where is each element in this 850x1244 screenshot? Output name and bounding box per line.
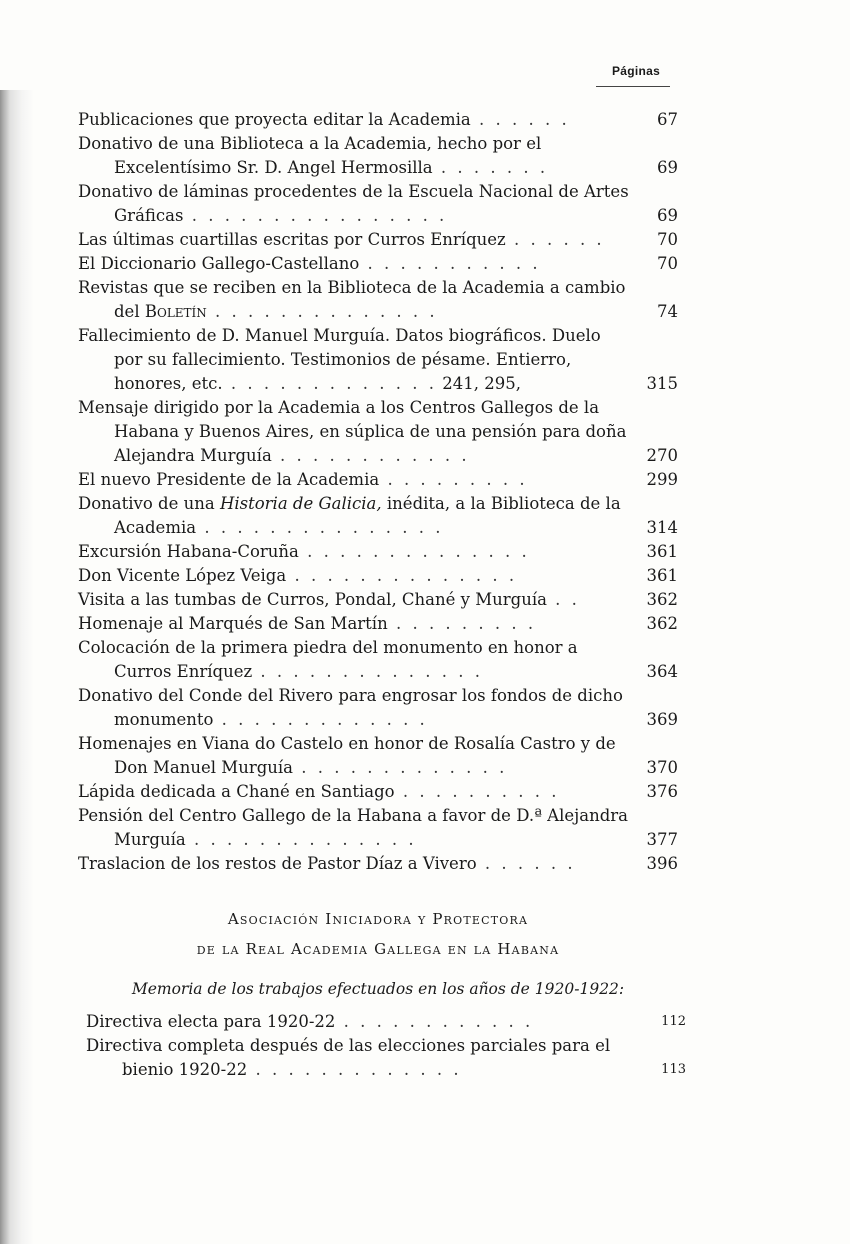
page-edge-shadow: [0, 90, 34, 1244]
toc-entry: [78, 780, 678, 804]
entry-title-italic: Historia de Galicia,: [219, 494, 382, 513]
entry-extra-pages: 241, 295,: [442, 374, 521, 393]
dot-leader: . . . . . . . . . . . . . .: [286, 566, 518, 585]
entry-title: Pensión del Centro Gallego de la Habana a favor de D.ª Alejandra Murguía: [78, 806, 628, 849]
entry-title: El nuevo Presidente de la Academia: [78, 470, 380, 489]
entry-title-smallcaps: Boletín: [144, 302, 207, 321]
entry-title: Donativo de una: [78, 494, 215, 513]
entry-page: 270: [646, 446, 678, 465]
entry-page: 69: [657, 206, 678, 225]
entry-title-after: inédita, a la Biblioteca de la Academia: [114, 494, 621, 537]
section-heading-line2: de la Real Academia Gallega en la Habana: [196, 940, 560, 958]
dot-leader: . . . . . . . . . . . . . .: [252, 662, 484, 681]
entry-page: 113: [661, 1062, 686, 1077]
dot-leader: . . . . . . . . .: [387, 614, 537, 633]
toc-entry: [78, 636, 678, 684]
toc-entry: [86, 1034, 686, 1082]
dot-leader: . . . . . . . . . . . . .: [213, 710, 428, 729]
entry-title: Excursión Habana-Coruña: [78, 542, 299, 561]
entry-page: 70: [657, 230, 678, 249]
entry-title: Colocación de la primera piedra del monumento en honor a Curros Enríquez: [78, 638, 578, 681]
toc-entry: [78, 492, 678, 540]
entry-page: 370: [646, 758, 678, 777]
paginas-header: Páginas: [611, 64, 661, 78]
entry-title: Don Vicente López Veiga: [78, 566, 287, 585]
entry-page: 361: [646, 542, 678, 561]
entry-title: Donativo del Conde del Rivero para engrosar los fondos de dicho monumento: [78, 686, 623, 729]
entry-title: Donativo de una Biblioteca a la Academia, hecho por el Excelentísimo Sr. D. Angel Hermosilla: [78, 134, 542, 177]
dot-leader: . . . . . . . . . . . .: [271, 446, 470, 465]
toc-entry: [78, 468, 678, 492]
toc-entry: [86, 1010, 686, 1034]
toc-entry: [78, 180, 678, 228]
toc-entry: [78, 252, 678, 276]
toc-entry: [78, 132, 678, 180]
entry-page: 361: [646, 566, 678, 585]
entry-title: Mensaje dirigido por la Academia a los Centros Gallegos de la Habana y Buenos Aires, en súplica de una pensión para doña Alejandra Murguía: [78, 398, 627, 465]
toc-entry: [78, 276, 678, 324]
entry-title: Homenajes en Viana do Castelo en honor de Rosalía Castro y de Don Manuel Murguía: [78, 734, 616, 777]
dot-leader: . . . . . . . . . . . . . .: [206, 302, 438, 321]
entry-title: El Diccionario Gallego-Castellano: [78, 254, 360, 273]
toc-entry: [78, 612, 678, 636]
dot-leader: . . . . . .: [470, 110, 570, 129]
entry-page: 67: [657, 110, 678, 129]
dot-leader: . .: [546, 590, 580, 609]
entry-title: Las últimas cuartillas escritas por Curros Enríquez: [78, 230, 506, 249]
entry-page: 362: [646, 614, 678, 633]
entry-page: 315: [646, 374, 678, 393]
toc-entry: [78, 804, 678, 852]
dot-leader: . . . . . . . . . . . .: [335, 1012, 534, 1031]
dot-leader: . . . . . . . . . . .: [359, 254, 541, 273]
entry-page: 69: [657, 158, 678, 177]
entry-page: 364: [646, 662, 678, 681]
entry-title: Traslacion de los restos de Pastor Díaz a Vivero: [78, 854, 477, 873]
entry-page: 369: [646, 710, 678, 729]
dot-leader: . . . . . . . . . . . . . .: [298, 542, 530, 561]
dot-leader: . . . . . . . . . . . . .: [222, 374, 437, 393]
toc-entry: [78, 852, 678, 876]
toc-entry: [78, 396, 678, 468]
dot-leader: . . . . . . .: [432, 158, 549, 177]
toc-entry: [78, 684, 678, 732]
dot-leader: . . . . . .: [505, 230, 605, 249]
toc-entry: [78, 228, 678, 252]
dot-leader: . . . . . . . . . . . . . . . .: [183, 206, 448, 225]
toc-entry: [78, 732, 678, 780]
header-rule: [596, 86, 670, 87]
entry-title: Revistas que se reciben en la Biblioteca de la Academia a cambio del: [78, 278, 626, 321]
section-heading-line1: Asociación Iniciadora y Protectora: [227, 910, 529, 928]
toc-entry: [78, 588, 678, 612]
entry-title: Visita a las tumbas de Curros, Pondal, Chané y Murguía: [78, 590, 547, 609]
entry-title: Directiva completa después de las elecciones parciales para el bienio 1920-22: [86, 1036, 611, 1079]
dot-leader: . . . . . . . . .: [379, 470, 528, 489]
entry-page: 377: [646, 830, 678, 849]
entry-title: Lápida dedicada a Chané en Santiago: [78, 782, 395, 801]
toc-entry: [78, 540, 678, 564]
dot-leader: . . . . . . . . . . . . .: [247, 1060, 462, 1079]
dot-leader: . . . . . . . . . . . . .: [293, 758, 508, 777]
table-of-contents-2: [86, 1010, 686, 1082]
table-of-contents: [78, 108, 678, 876]
toc-entry: [78, 564, 678, 588]
entry-title: Directiva electa para 1920-22: [86, 1012, 336, 1031]
entry-page: 112: [661, 1014, 686, 1029]
entry-title: Homenaje al Marqués de San Martín: [78, 614, 388, 633]
dot-leader: . . . . . . . . . . . . . . .: [196, 518, 444, 537]
entry-title: Fallecimiento de D. Manuel Murguía. Datos biográficos. Duelo por su fallecimiento. Testimonios de pésame. Entierro, honores, etc.: [78, 326, 601, 393]
entry-page: 74: [657, 302, 678, 321]
memoria-subheading: Memoria de los trabajos efectuados en los años de 1920-1922:: [131, 980, 625, 998]
toc-entry: [78, 108, 678, 132]
dot-leader: . . . . . . . . . .: [394, 782, 560, 801]
dot-leader: . . . . . .: [476, 854, 576, 873]
entry-page: 376: [646, 782, 678, 801]
entry-page: 362: [646, 590, 678, 609]
entry-page: 299: [646, 470, 678, 489]
entry-page: 70: [657, 254, 678, 273]
entry-page: 396: [646, 854, 678, 873]
toc-entry: [78, 324, 678, 396]
entry-title: Publicaciones que proyecta editar la Academia: [78, 110, 471, 129]
entry-page: 314: [646, 518, 678, 537]
dot-leader: . . . . . . . . . . . . . .: [185, 830, 417, 849]
entry-title: Donativo de láminas procedentes de la Escuela Nacional de Artes Gráficas: [78, 182, 629, 225]
